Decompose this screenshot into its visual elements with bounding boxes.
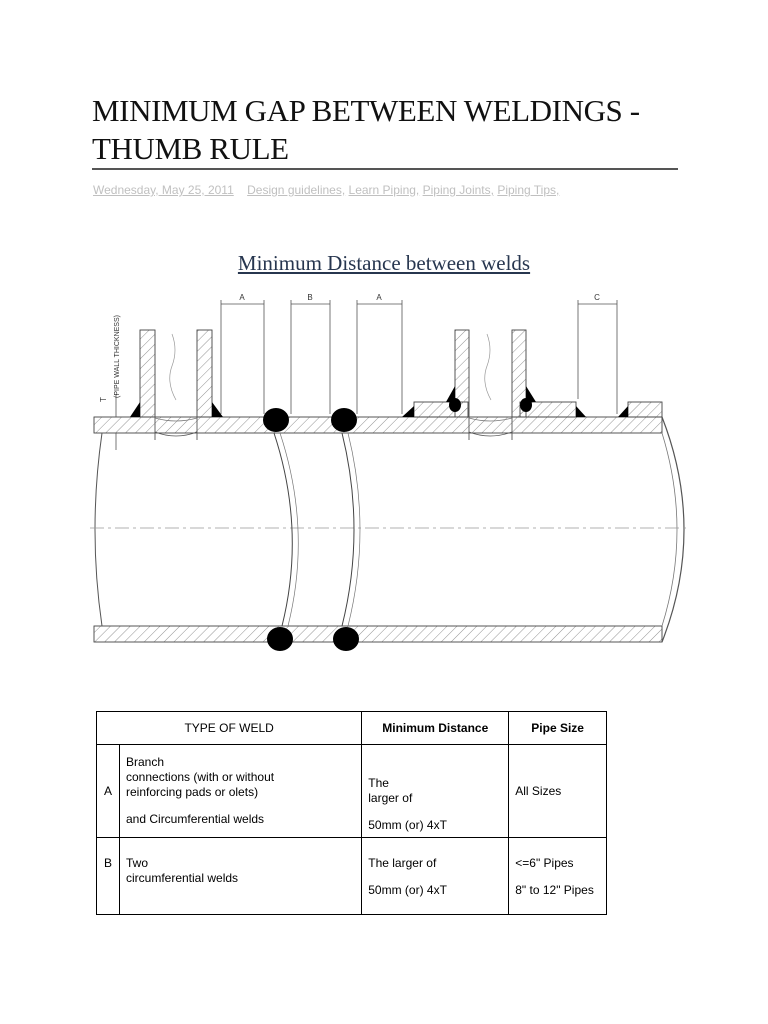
circ-weld-line-1 bbox=[274, 433, 292, 626]
row-b-distance-cell bbox=[362, 838, 509, 915]
weld-distance-drawing bbox=[80, 290, 700, 660]
branch-1-fillet-left bbox=[130, 402, 140, 417]
row-b-distance-line: The larger of bbox=[368, 856, 437, 870]
row-a-distance-spacer bbox=[368, 806, 502, 818]
row-b-distance-line: 50mm (or) 4xT bbox=[368, 883, 447, 897]
row-a-type-cell bbox=[120, 745, 362, 838]
row-a-distance-line: 50mm (or) 4xT bbox=[368, 818, 447, 832]
row-b-type-line: circumferential welds bbox=[126, 871, 239, 885]
dim-label-a-1: A bbox=[239, 293, 245, 302]
circ-weld-bead-2-bottom bbox=[333, 627, 359, 651]
row-a-type-line: reinforcing pads or olets) bbox=[126, 785, 259, 799]
header-type-of-weld: TYPE OF WELD bbox=[97, 712, 362, 745]
row-a-distance-line: larger of bbox=[368, 791, 413, 805]
thickness-label-t: T bbox=[99, 397, 108, 402]
weld-distance-table bbox=[96, 711, 607, 915]
tag-learn-piping[interactable]: Learn Piping, bbox=[348, 183, 420, 197]
thickness-caption: (PIPE WALL THICKNESS) bbox=[114, 315, 121, 398]
header-pipe-size: Pipe Size bbox=[509, 712, 607, 745]
title-divider bbox=[92, 168, 678, 170]
end-pad-fillet bbox=[618, 406, 628, 417]
circ-weld-bead-2-top bbox=[331, 408, 357, 432]
dim-label-a-2: A bbox=[376, 293, 382, 302]
pipe-right-end bbox=[662, 417, 684, 642]
circ-weld-bead-1-bottom bbox=[267, 627, 293, 651]
row-b-size-line: 8" to 12" Pipes bbox=[515, 883, 594, 897]
post-date-link[interactable]: Wednesday, May 25, 2011 bbox=[93, 183, 234, 197]
row-b-type-line: Two bbox=[126, 856, 149, 870]
row-a-type-line: and Circumferential welds bbox=[126, 812, 265, 826]
row-b-size-spacer bbox=[515, 871, 600, 883]
row-b-size-cell bbox=[509, 838, 607, 915]
row-b-type-cell bbox=[120, 838, 362, 915]
page-title: MINIMUM GAP BETWEEN WELDINGS - THUMB RULE bbox=[92, 93, 640, 166]
row-label-b: B bbox=[97, 838, 120, 915]
pipe-right-end-inner bbox=[662, 433, 677, 626]
row-a-distance-cell bbox=[362, 745, 509, 838]
header-minimum-distance: Minimum Distance bbox=[362, 712, 509, 745]
figure-title bbox=[0, 251, 768, 276]
pad-fillet-left bbox=[402, 406, 414, 417]
row-a-size-cell bbox=[509, 745, 607, 838]
pipe-bottom-wall bbox=[94, 626, 662, 642]
row-b-size-line: <=6" Pipes bbox=[515, 856, 574, 870]
table-row bbox=[97, 838, 607, 915]
circ-weld-bead-1-top bbox=[263, 408, 289, 432]
row-a-size-line: All Sizes bbox=[515, 783, 562, 798]
dim-label-b: B bbox=[307, 293, 313, 302]
row-label-a: A bbox=[97, 745, 120, 838]
pipe-left-end bbox=[95, 433, 102, 626]
pipe-top-wall bbox=[94, 417, 662, 433]
post-meta bbox=[93, 183, 559, 197]
circ-weld-line-2 bbox=[342, 433, 354, 626]
dimension-lines bbox=[221, 300, 617, 414]
end-reinforcing-pad bbox=[628, 402, 662, 417]
row-a-type-line: Branch bbox=[126, 755, 165, 769]
tag-piping-joints[interactable]: Piping Joints, bbox=[422, 183, 494, 197]
row-a-type-spacer bbox=[126, 800, 355, 812]
tag-piping-tips[interactable]: Piping Tips, bbox=[497, 183, 560, 197]
dim-label-c: C bbox=[594, 293, 600, 302]
row-a-type-line: connections (with or without bbox=[126, 770, 275, 784]
table-header-row bbox=[97, 712, 607, 745]
row-a-distance-line: The bbox=[368, 776, 389, 790]
tag-design-guidelines[interactable]: Design guidelines, bbox=[247, 183, 346, 197]
table-row bbox=[97, 745, 607, 838]
row-b-distance-spacer bbox=[368, 871, 502, 883]
figure-title-text: Minimum Distance between welds bbox=[237, 251, 531, 275]
pad-fillet-right bbox=[576, 406, 586, 417]
